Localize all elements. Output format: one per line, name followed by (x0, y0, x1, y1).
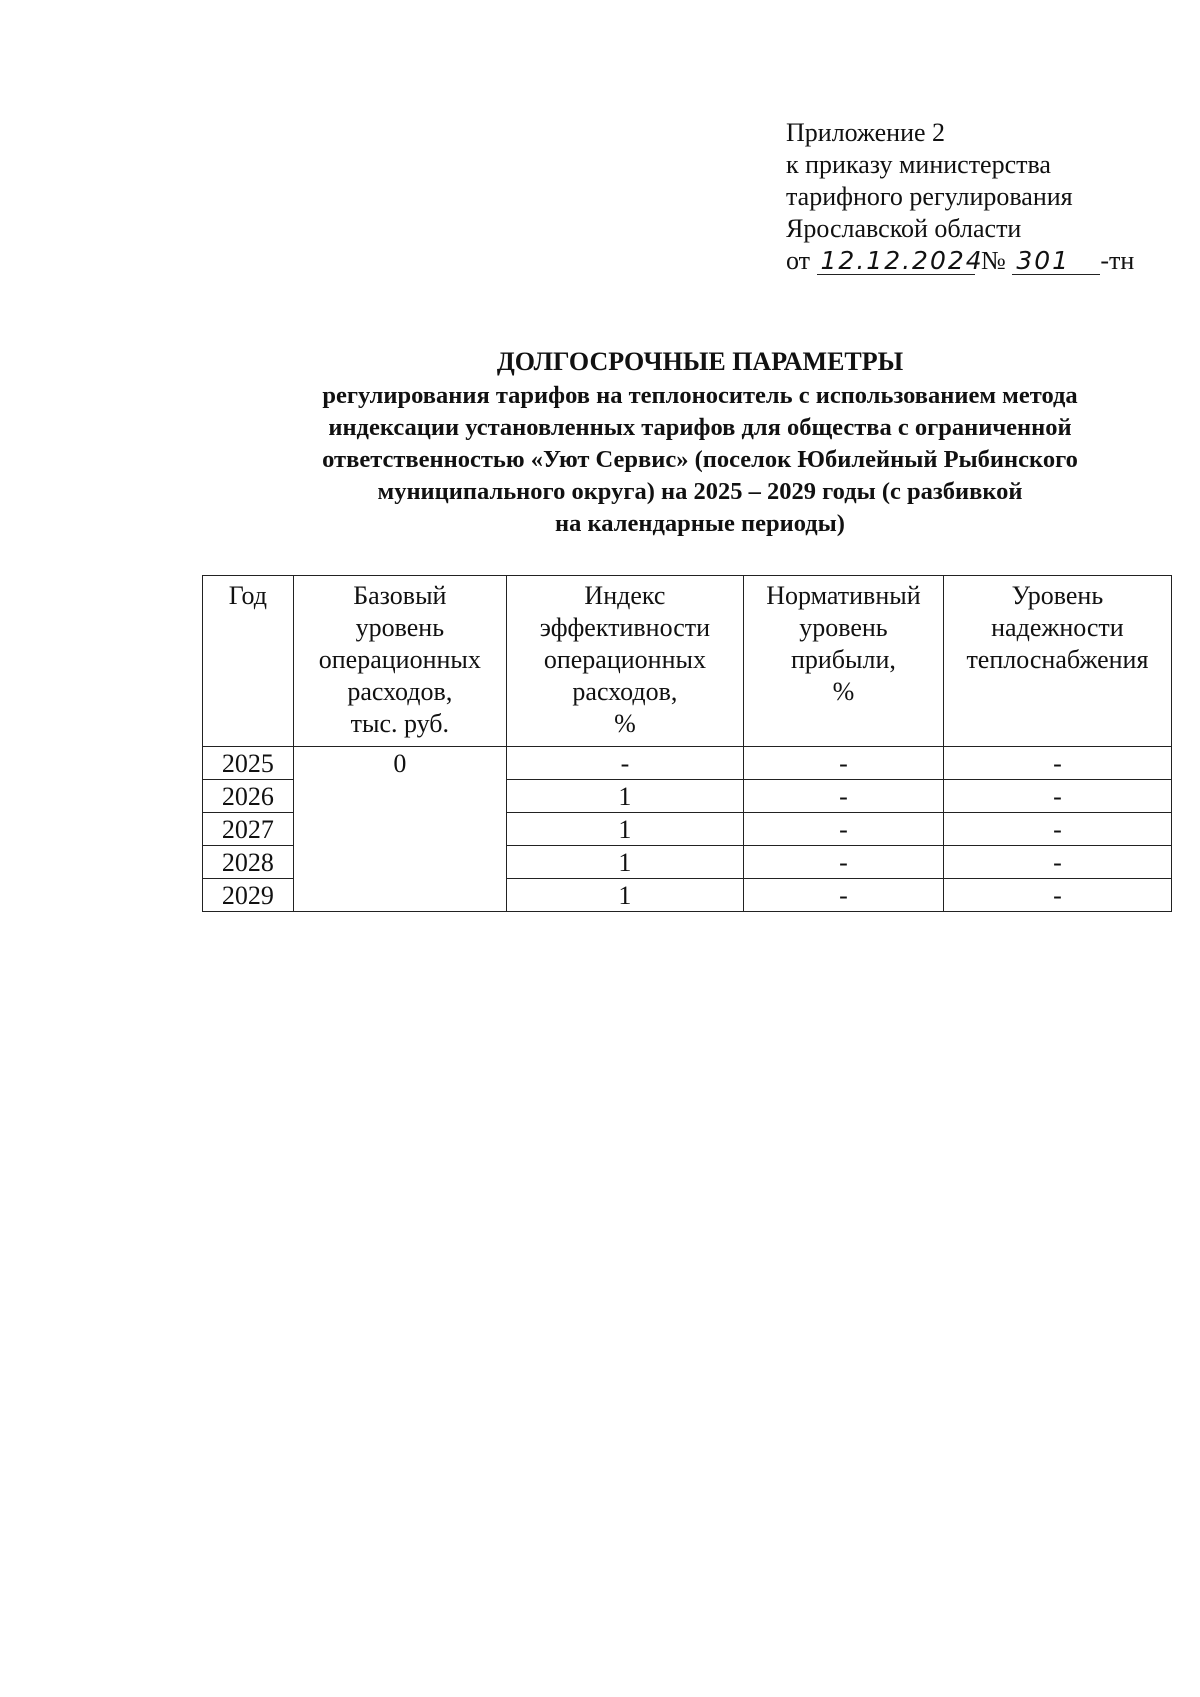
cell-norm: - (744, 846, 944, 879)
number-sign: № (981, 246, 1006, 275)
header-normative-profit (744, 576, 944, 747)
header-index-line: эффективности (539, 613, 711, 642)
cell-reliability: - (943, 879, 1171, 912)
cell-year: 2025 (203, 747, 294, 780)
cell-norm: - (744, 747, 944, 780)
header-norm-line: % (832, 677, 855, 706)
cell-index: 1 (506, 879, 743, 912)
cell-index: 1 (506, 813, 743, 846)
cell-reliability: - (943, 846, 1171, 879)
header-base-line: расходов, (347, 677, 453, 706)
document-title (200, 344, 1200, 540)
header-base-line: тыс. руб. (350, 709, 450, 738)
number-suffix: -тн (1100, 246, 1135, 275)
cell-year: 2026 (203, 780, 294, 813)
title-sub-line-4: муниципального округа) на 2025 – 2029 годы (с разбивкой (377, 478, 1023, 505)
title-sub-line-2: индексации установленных тарифов для общества с ограниченной (328, 414, 1072, 441)
header-base-line: операционных (318, 645, 481, 674)
header-index-line: операционных (543, 645, 706, 674)
appendix-date-line (786, 245, 1134, 277)
title-sub-line-1: регулирования тарифов на теплоноситель с использованием метода (322, 382, 1078, 409)
header-norm-line: уровень (799, 613, 888, 642)
handwritten-date: 12.12.2024 (817, 248, 975, 275)
handwritten-number: 301 (1012, 248, 1100, 275)
header-norm-line: Нормативный (766, 581, 921, 610)
cell-year: 2027 (203, 813, 294, 846)
header-index-line: расходов, (572, 677, 678, 706)
date-prefix: от (786, 246, 811, 275)
title-sub-line-5: на календарные периоды) (555, 510, 845, 537)
cell-year: 2029 (203, 879, 294, 912)
header-reliability (943, 576, 1171, 747)
header-base-line: Базовый (353, 581, 447, 610)
header-year (203, 576, 294, 747)
title-sub-line-3: ответственностью «Уют Сервис» (поселок Юбилейный Рыбинского (322, 446, 1078, 473)
header-norm-line: прибыли, (790, 645, 896, 674)
appendix-line-2: к приказу министерства (786, 150, 1051, 179)
header-efficiency-index (506, 576, 743, 747)
appendix-line-4: Ярославской области (786, 214, 1022, 243)
appendix-line-3: тарифного регулирования (786, 182, 1073, 211)
header-index-line: % (614, 709, 636, 738)
header-base-level (293, 576, 506, 747)
table-header-row (203, 576, 1172, 747)
title-main: ДОЛГОСРОЧНЫЕ ПАРАМЕТРЫ (496, 347, 904, 376)
cell-norm: - (744, 879, 944, 912)
header-index-line: Индекс (584, 581, 666, 610)
cell-base-value: 0 (293, 747, 506, 912)
table-row (203, 747, 1172, 780)
parameters-table (202, 575, 1172, 912)
header-reliability-line: теплоснабжения (966, 645, 1149, 674)
cell-reliability: - (943, 747, 1171, 780)
appendix-block (786, 117, 1134, 277)
cell-index: - (506, 747, 743, 780)
cell-reliability: - (943, 813, 1171, 846)
header-reliability-line: Уровень (1011, 581, 1104, 610)
header-base-line: уровень (355, 613, 445, 642)
cell-reliability: - (943, 780, 1171, 813)
cell-norm: - (744, 813, 944, 846)
cell-year: 2028 (203, 846, 294, 879)
cell-index: 1 (506, 780, 743, 813)
cell-norm: - (744, 780, 944, 813)
cell-index: 1 (506, 846, 743, 879)
header-year-line: Год (228, 581, 268, 610)
appendix-line-1: Приложение 2 (786, 118, 946, 147)
header-reliability-line: надежности (991, 613, 1124, 642)
